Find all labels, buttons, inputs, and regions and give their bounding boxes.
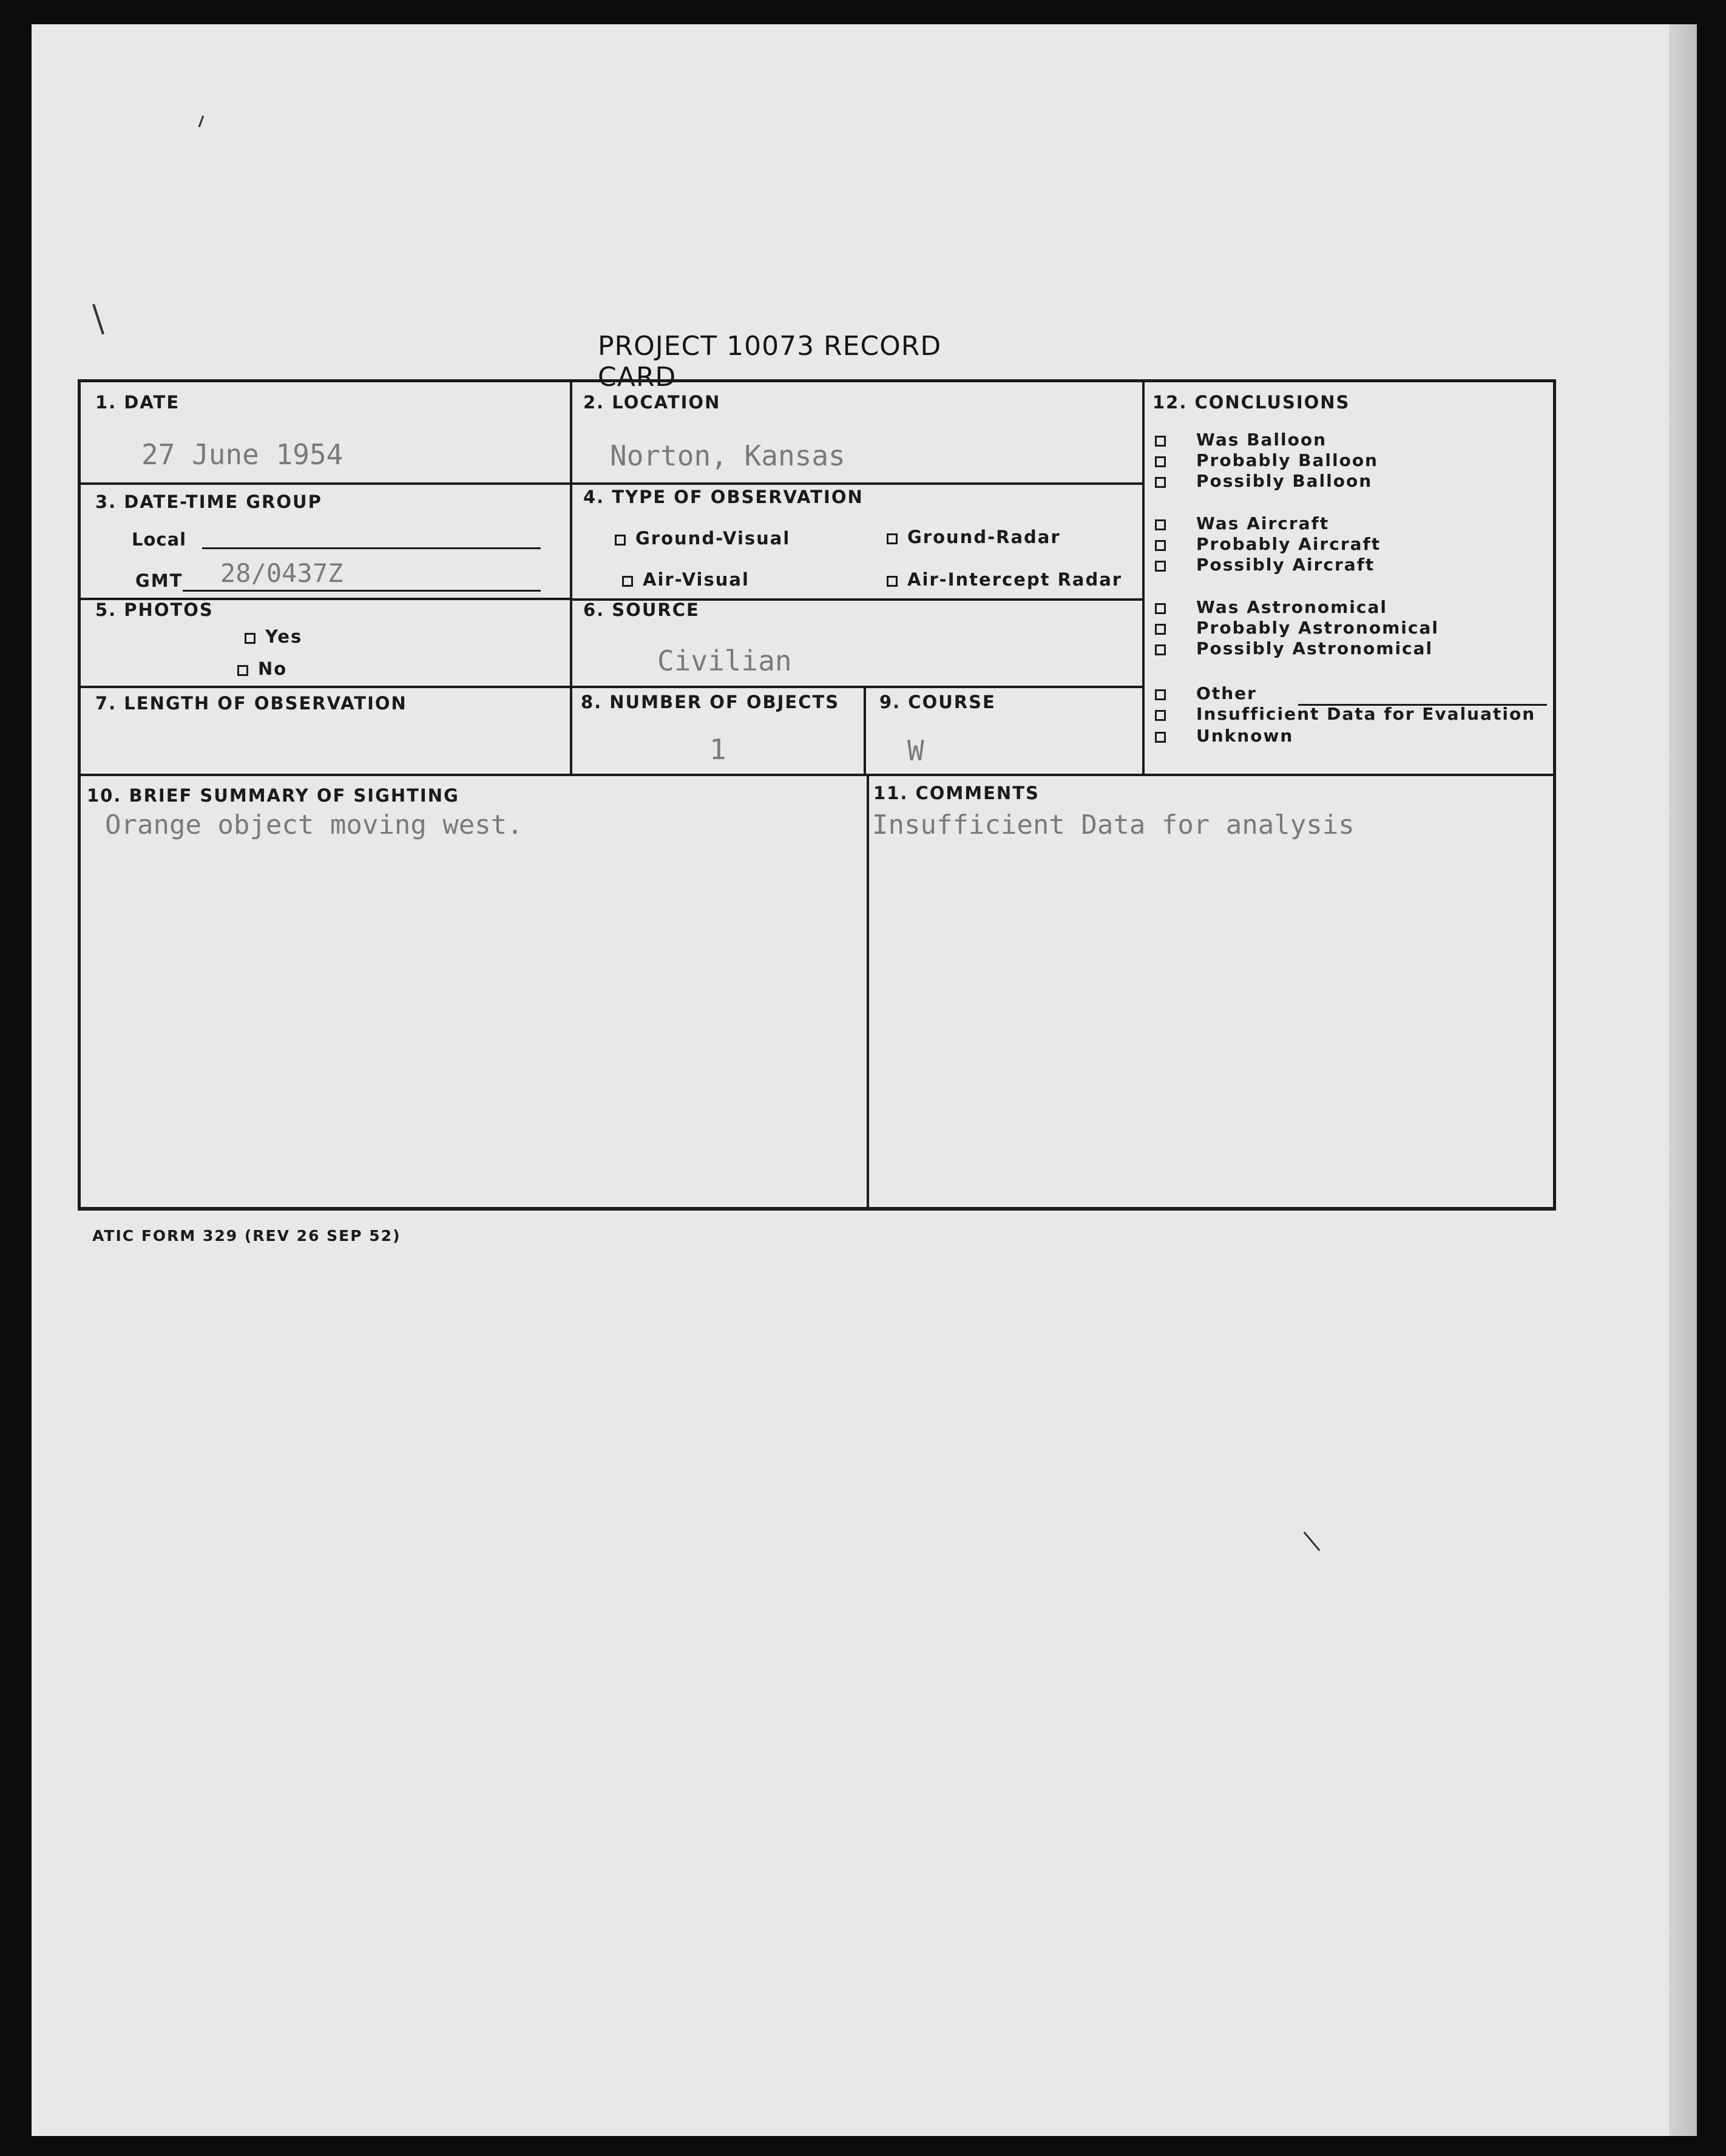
ground-visual-label: Ground-Visual bbox=[635, 528, 791, 549]
unchecked-box bbox=[1155, 519, 1166, 530]
conclusion-label: Was Aircraft bbox=[1196, 513, 1330, 533]
gmt-value: 28/0437Z bbox=[220, 558, 344, 588]
gmt-underline bbox=[183, 590, 541, 592]
date-time-group-label: 3. DATE-TIME GROUP bbox=[95, 492, 322, 512]
source-value: Civilian bbox=[657, 644, 792, 677]
ground-visual-option bbox=[615, 528, 790, 549]
conclusion-label: Possibly Aircraft bbox=[1196, 555, 1375, 575]
rule bbox=[81, 686, 1144, 688]
rule bbox=[867, 774, 869, 1211]
conclusion-label: Other bbox=[1196, 683, 1257, 703]
gmt-label: GMT bbox=[135, 570, 183, 591]
summary-label: 10. BRIEF SUMMARY OF SIGHTING bbox=[87, 785, 459, 806]
conclusion-label: Was Balloon bbox=[1196, 430, 1327, 450]
unchecked-box bbox=[1155, 540, 1166, 551]
air-intercept-radar-label: Air-Intercept Radar bbox=[907, 569, 1123, 590]
conclusion-label: Probably Balloon bbox=[1196, 450, 1378, 470]
unchecked-box bbox=[887, 533, 898, 544]
conclusion-label: Possibly Astronomical bbox=[1196, 638, 1433, 658]
conclusion-option bbox=[1155, 534, 1381, 554]
ground-radar-label: Ground-Radar bbox=[907, 527, 1061, 547]
conclusion-option bbox=[1155, 683, 1257, 703]
date-label: 1. DATE bbox=[95, 392, 180, 413]
conclusion-option bbox=[1155, 638, 1433, 658]
comments-value: Insufficient Data for analysis bbox=[872, 809, 1355, 840]
unchecked-box bbox=[1155, 689, 1166, 700]
air-visual-option bbox=[622, 569, 750, 590]
rule bbox=[570, 382, 572, 774]
unchecked-box bbox=[622, 576, 633, 587]
conclusion-option bbox=[1155, 726, 1293, 746]
number-of-objects-label: 8. NUMBER OF OBJECTS bbox=[581, 692, 840, 712]
conclusion-label: Unknown bbox=[1196, 726, 1294, 746]
ground-radar-option bbox=[887, 527, 1061, 547]
conclusion-option bbox=[1155, 618, 1439, 638]
conclusion-option bbox=[1155, 555, 1375, 575]
length-of-observation-label: 7. LENGTH OF OBSERVATION bbox=[95, 693, 407, 714]
conclusion-label: Probably Astronomical bbox=[1196, 618, 1439, 638]
source-label: 6. SOURCE bbox=[583, 600, 700, 620]
unchecked-box bbox=[1155, 561, 1166, 572]
type-of-observation-label: 4. TYPE OF OBSERVATION bbox=[583, 487, 864, 507]
date-value: 27 June 1954 bbox=[141, 438, 344, 471]
photos-no-label: No bbox=[258, 658, 288, 679]
rule bbox=[864, 686, 866, 774]
rule bbox=[1142, 382, 1145, 774]
conclusions-label: 12. CONCLUSIONS bbox=[1152, 392, 1350, 413]
location-label: 2. LOCATION bbox=[583, 392, 721, 413]
unchecked-box bbox=[1155, 644, 1166, 655]
air-visual-label: Air-Visual bbox=[643, 569, 750, 590]
conclusion-option bbox=[1155, 430, 1327, 450]
comments-label: 11. COMMENTS bbox=[873, 783, 1040, 803]
checked-box bbox=[1155, 710, 1166, 721]
location-value: Norton, Kansas bbox=[610, 439, 845, 472]
photos-yes-option bbox=[245, 626, 302, 647]
air-intercept-radar-option bbox=[887, 569, 1122, 590]
checked-box bbox=[237, 665, 248, 676]
unchecked-box bbox=[1155, 603, 1166, 614]
unchecked-box bbox=[887, 576, 898, 587]
conclusion-option bbox=[1155, 597, 1387, 617]
photos-label: 5. PHOTOS bbox=[95, 600, 214, 620]
photos-yes-label: Yes bbox=[265, 626, 303, 647]
number-of-objects-value: 1 bbox=[709, 733, 726, 766]
card-title: PROJECT 10073 RECORD CARD bbox=[598, 331, 942, 393]
conclusion-label: Insufficient Data for Evaluation bbox=[1196, 704, 1536, 724]
photos-no-option bbox=[237, 658, 287, 679]
conclusion-label: Probably Aircraft bbox=[1196, 534, 1381, 554]
conclusion-option bbox=[1155, 471, 1372, 491]
unchecked-box bbox=[1155, 477, 1166, 488]
rule bbox=[81, 482, 1144, 485]
unchecked-box bbox=[1155, 732, 1166, 743]
course-label: 9. COURSE bbox=[879, 692, 996, 712]
conclusion-option bbox=[1155, 513, 1329, 533]
page-edge-shadow bbox=[1669, 24, 1697, 2136]
summary-value: Orange object moving west. bbox=[105, 809, 523, 840]
course-value: W bbox=[907, 734, 924, 767]
local-label: Local bbox=[132, 529, 187, 550]
rule bbox=[81, 774, 1555, 776]
conclusion-label: Possibly Balloon bbox=[1196, 471, 1373, 491]
record-card bbox=[78, 379, 1556, 1211]
unchecked-box bbox=[1155, 436, 1166, 447]
unchecked-box bbox=[245, 633, 256, 644]
unchecked-box bbox=[1155, 456, 1166, 467]
conclusion-label: Was Astronomical bbox=[1196, 597, 1387, 617]
local-underline bbox=[202, 547, 541, 549]
form-footer: ATIC FORM 329 (REV 26 SEP 52) bbox=[92, 1227, 401, 1245]
unchecked-box bbox=[1155, 624, 1166, 635]
conclusion-option bbox=[1155, 450, 1378, 470]
conclusion-option bbox=[1155, 704, 1535, 724]
checked-box bbox=[615, 535, 626, 546]
